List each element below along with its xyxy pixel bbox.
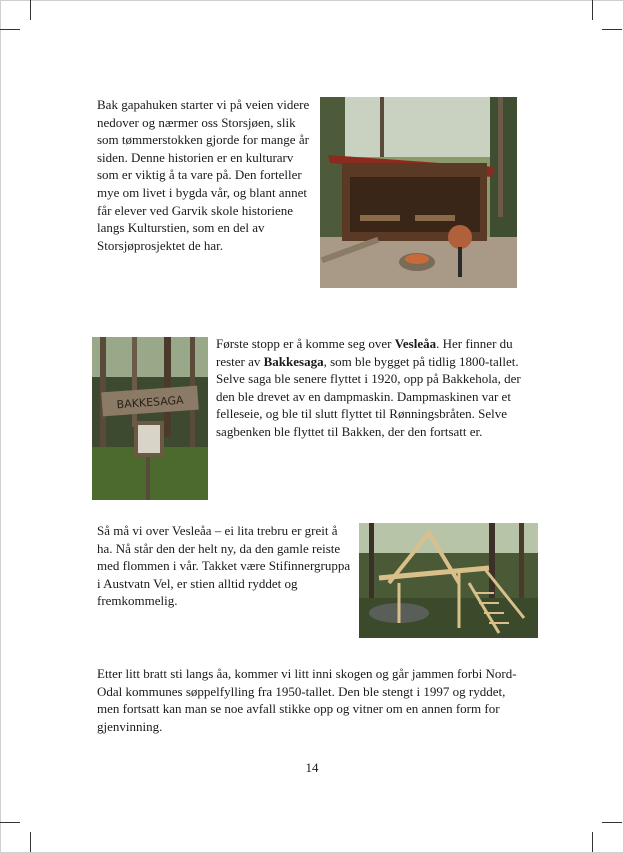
page-number: 14: [305, 760, 319, 775]
p2-bold-vesleaa: Vesleåa: [394, 336, 437, 351]
bakkesaga-sign-photo: [92, 337, 208, 500]
p2-bold-bakkesaga: Bakkesaga: [263, 353, 324, 369]
crop-mark-bottom-left-v: [30, 832, 31, 852]
crop-mark-top-right-v: [592, 0, 593, 20]
p2-text-a: Første stopp er å komme seg over: [216, 336, 395, 351]
paragraph-1: Bak gapahuken starter vi på veien videre nedover og nærmer oss Storsjøen, slik som tømmerstokken gjorde for mange år siden. Denne historien er en kulturarv som er viktig å ta vare på. Den forteller mye om livet i bygda vår, og blant annet får elever ved Garvik skole historiene langs Kulturstien, som en del av Storsjøprosjektet de har.: [97, 97, 310, 253]
paragraph-4: Etter litt bratt sti langs åa, kommer vi litt inni skogen og går jammen forbi Nord-Odal kommunes søppelfylling fra 1950-tallet. Den ble stengt i 1997 og ryddet, men fortsatt kan man se noe avfall stikke opp og vitner om en annen form for gjenvinning.: [97, 666, 517, 734]
crop-mark-bottom-right-v: [592, 832, 593, 852]
bridge-photo: [359, 523, 538, 638]
crop-mark-bottom-left-h: [0, 822, 20, 823]
sign-text: BAKKESAGA: [116, 393, 184, 412]
p2-text-e: , som ble bygget på tidlig 1800-tallet. Selve saga ble senere flyttet i 1920, opp på Bakkehola, der den ble drevet av en dampmaskin. Dampmaskinen var et felleseie, og ble til slutt flyttet til Rønningsbråten. Selve sagbenken ble flyttet til Bakken, der den fortsatt er.: [216, 353, 521, 439]
paragraph-3: Så må vi over Vesleåa – ei lita trebru er greit å ha. Nå står den der helt ny, da den gamle reiste med flommen i vår. Takket være Stifinnergruppa i Austvatn Vel, er stien alltid ryddet og fremkommelig.: [97, 523, 351, 609]
paragraph-2: [216, 335, 529, 441]
p2-text-c: . Her finner du rester av: [216, 336, 513, 369]
crop-mark-bottom-right-h: [602, 822, 622, 823]
crop-mark-top-left-h: [0, 29, 20, 30]
crop-mark-top-right-h: [602, 29, 622, 30]
crop-mark-top-left-v: [30, 0, 31, 20]
shelter-photo: [320, 97, 517, 288]
